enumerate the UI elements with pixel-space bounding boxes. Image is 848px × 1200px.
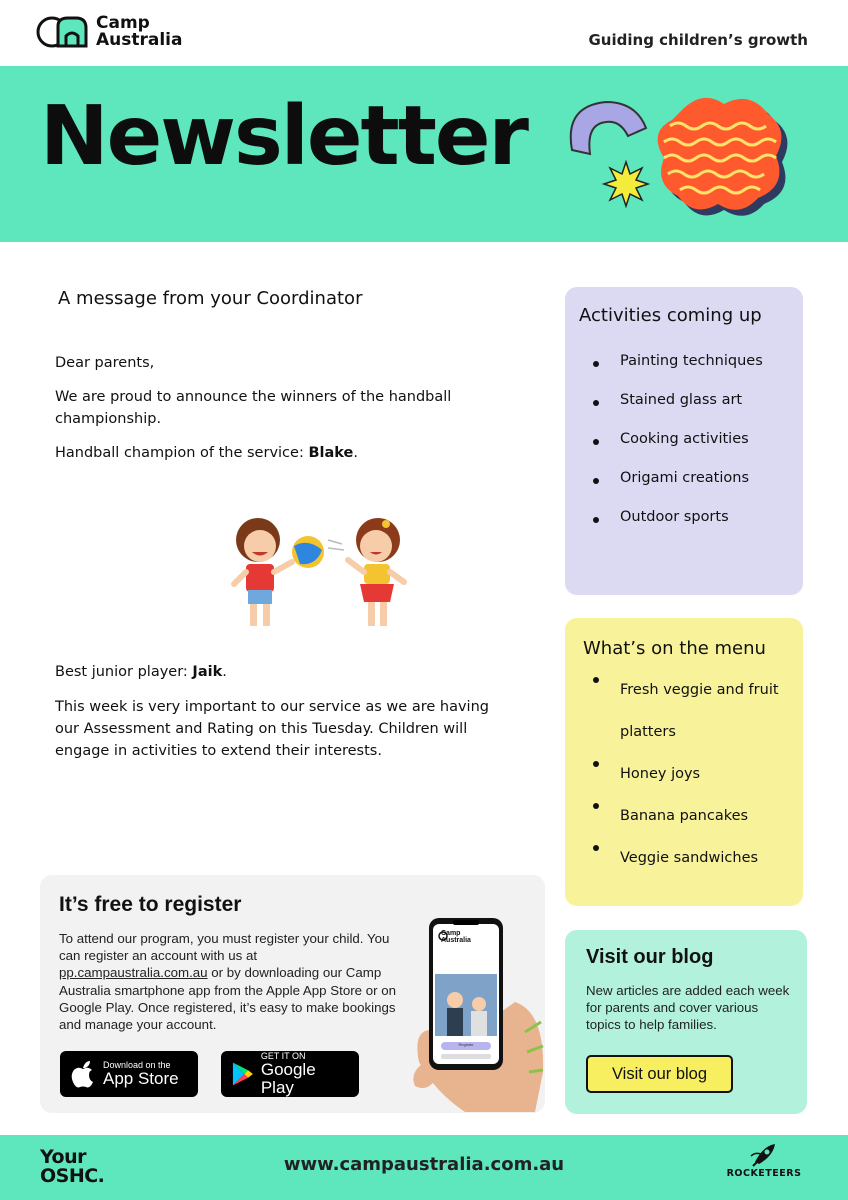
kids-playing-ball-illustration <box>220 510 420 640</box>
apple-icon <box>70 1059 96 1089</box>
google-play-small-text: GET IT ON <box>260 1051 306 1061</box>
list-item: Honey joys <box>593 753 793 795</box>
menu-heading: What’s on the menu <box>583 638 766 659</box>
activities-list <box>593 353 793 525</box>
blog-body: New articles are added each week for parents and cover various topics to help families. <box>586 983 790 1033</box>
junior-name: Jaik <box>192 664 223 680</box>
list-item-text: Fresh veggie and fruit platters <box>620 682 779 740</box>
google-play-big-text: Google Play <box>260 1060 316 1097</box>
google-play-icon <box>231 1061 254 1087</box>
list-item: Painting techniques <box>593 353 793 369</box>
activities-heading: Activities coming up <box>579 305 762 326</box>
website-url[interactable]: www.campaustralia.com.au <box>283 1154 565 1175</box>
menu-list <box>593 681 793 879</box>
decorative-shapes <box>560 92 800 222</box>
register-link[interactable]: pp.campaustralia.com.au <box>59 965 208 981</box>
list-item: Veggie sandwiches <box>593 837 793 879</box>
camp-australia-logo-icon <box>36 14 90 50</box>
logo-line-2: Australia <box>96 30 183 50</box>
rocket-icon <box>749 1142 779 1168</box>
phone-brand-line-1: Camp <box>441 930 461 937</box>
blog-heading: Visit our blog <box>586 946 714 968</box>
app-store-big-text: App Store <box>103 1069 179 1088</box>
intro-text: We are proud to announce the winners of the handball championship. <box>55 389 452 427</box>
closing-text: This week is very important to our service as we are having our Assessment and Rating on this Tuesday. Children will engage in activities to extend their interests. <box>55 699 489 759</box>
app-store-button[interactable] <box>60 1051 198 1097</box>
champion-label: Handball champion of the service: <box>55 445 309 461</box>
list-item: Banana pancakes <box>593 795 793 837</box>
google-play-button[interactable] <box>221 1051 359 1097</box>
tagline: Guiding children’s growth <box>588 31 808 49</box>
phone-register-button: Register <box>458 1042 474 1047</box>
oshc-line-2: OSHC. <box>40 1165 105 1187</box>
register-heading: It’s free to register <box>59 893 242 916</box>
list-item: Stained glass art <box>593 392 793 408</box>
logo-text <box>96 15 183 49</box>
app-store-small-text: Download on the <box>103 1060 171 1070</box>
purple-arc-shape <box>571 102 646 154</box>
register-body-part-2: or by downloading our Camp Australia smartphone app from the Apple App Store or on Google Play. Once registered, it’s easy to make bookings and manage your account. <box>59 965 397 1033</box>
rocketeers-text: ROCKETEERS <box>726 1168 802 1179</box>
register-body <box>59 930 404 1033</box>
oshc-line-1: Your <box>40 1146 86 1168</box>
list-item: Outdoor sports <box>593 509 793 525</box>
phone-in-hand-illustration <box>405 912 545 1112</box>
list-item: Cooking activities <box>593 431 793 447</box>
yellow-starburst-shape <box>604 162 648 206</box>
champion-text: Handball champion of the service: Blake. <box>55 445 358 461</box>
list-item <box>593 669 793 753</box>
orange-blob-shape <box>658 98 782 210</box>
junior-text: Best junior player: Jaik. <box>55 664 227 680</box>
greeting-text: Dear parents, <box>55 355 155 371</box>
list-item: Origami creations <box>593 470 793 486</box>
phone-brand-line-2: Australia <box>441 937 471 944</box>
phone-app-brand <box>441 930 471 944</box>
junior-label: Best junior player: <box>55 664 193 680</box>
rocketeers-logo <box>718 1142 810 1190</box>
logo-line-1: Camp <box>96 13 150 33</box>
visit-blog-button[interactable]: Visit our blog <box>586 1055 733 1093</box>
register-body-part-1: To attend our program, you must register your child. You can register an account with us at <box>59 931 390 964</box>
coordinator-heading: A message from your Coordinator <box>58 288 363 309</box>
newsletter-title: Newsletter <box>40 89 527 184</box>
champion-name: Blake <box>308 445 354 461</box>
camp-australia-logo[interactable] <box>36 14 183 50</box>
